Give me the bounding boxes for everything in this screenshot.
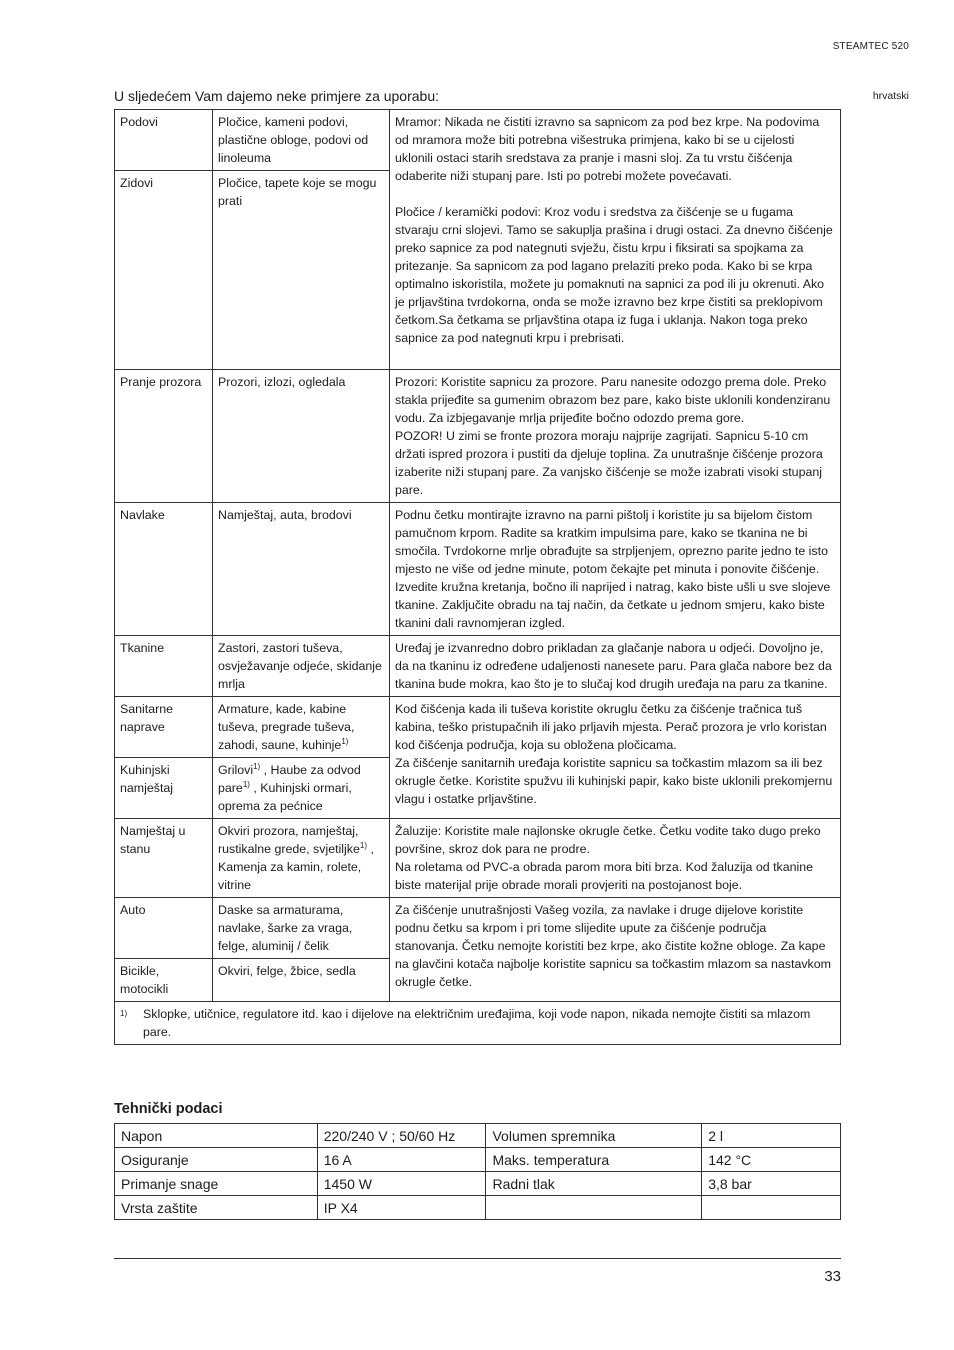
footnote-ref: 1): [341, 737, 349, 746]
tip-cell: [390, 110, 841, 370]
tip-cell: [390, 697, 841, 819]
tech-label: Volumen spremnika: [486, 1124, 702, 1148]
table-row: [115, 110, 841, 171]
items-cell: Daske sa armaturama, navlake, šarke za vraga, felge, aluminij / čelik: [213, 898, 390, 959]
tip-paragraph: Prozori: Koristite sapnicu za prozore. Paru nanesite odozgo prema dole. Preko stakla prijeđite sa gumenim obrazom bez pare, kako biste uklonili kondenziranu vodu. Za izbjegavanje mrlja prijeđite bočno odozdo prema gore.: [395, 375, 831, 425]
area-cell: Kuhinjski namještaj: [115, 758, 213, 819]
items-cell: Prozori, izlozi, ogledala: [213, 370, 390, 503]
tech-label: Vrsta zaštite: [115, 1196, 318, 1220]
tech-value: 220/240 V ; 50/60 Hz: [317, 1124, 486, 1148]
tech-label: Primanje snage: [115, 1172, 318, 1196]
footnote-row: [115, 1002, 841, 1045]
items-cell: [213, 758, 390, 819]
tech-label: Osiguranje: [115, 1148, 318, 1172]
tip-paragraph: POZOR! U zimi se fronte prozora moraju najprije zagrijati. Sapnicu 5-10 cm držati ispred prozora i pustiti da djeluje toplina. Za unutrašnje čišćenje prozora izaberite niži stupanj pare. Za vanjsko čišćenje se može izabrati visoki stupanj pare.: [395, 429, 823, 497]
tech-value: 2 l: [702, 1124, 841, 1148]
area-cell: Tkanine: [115, 636, 213, 697]
table-row: [115, 636, 841, 697]
tech-label: Napon: [115, 1124, 318, 1148]
items-text: Grilovi: [218, 763, 254, 777]
footer-divider: [114, 1258, 841, 1259]
tip-paragraph: Kod čišćenja kada ili tuševa koristite okruglu četku za čišćenje tračnica tuš kabina, teško pristupačnih ili jako prljavih mjesta. Perač prozora je vrlo koristan kod čišćenja područja, koja su obložena pločicama.: [395, 702, 827, 752]
header-model: STEAMTEC 520: [832, 41, 909, 52]
tip-paragraph: Za čišćenje sanitarnih uređaja koristite sapnicu sa točkastim mlazom sa ili bez okrugle četke. Koristite spužvu ili kuhinjski papir, kako biste uklonili prekomjernu vlagu i ostatke prljavštine.: [395, 756, 833, 806]
area-cell: Sanitarne naprave: [115, 697, 213, 758]
table-row: [115, 370, 841, 503]
tech-label: Radni tlak: [486, 1172, 702, 1196]
area-cell: Bicikle, motocikli: [115, 959, 213, 1002]
items-text: , Haube za odvod pare: [218, 763, 361, 795]
table-row: [115, 1124, 841, 1148]
items-cell: [213, 819, 390, 898]
tip-cell: Uređaj je izvanredno dobro prikladan za glačanje nabora u odjeći. Dovoljno je, da na tkaninu iz određene udaljenosti nanesete paru. Para glača nabore bez da tkanina bude mokra, kao što je to slučaj kod drugih uređaja na paru za tkanine.: [390, 636, 841, 697]
table-row: [115, 1148, 841, 1172]
items-text: Armature, kade, kabine tuševa, pregrade tuševa, zahodi, saune, kuhinje: [218, 702, 355, 752]
tip-cell: [390, 819, 841, 898]
footnote-mark: 1): [120, 1009, 128, 1018]
table-row: [115, 503, 841, 636]
table-row: [115, 898, 841, 959]
items-cell: Pločice, tapete koje se mogu prati: [213, 171, 390, 370]
items-cell: Namještaj, auta, brodovi: [213, 503, 390, 636]
area-cell: Podovi: [115, 110, 213, 171]
tech-title: Tehnički podaci: [114, 1101, 223, 1117]
table-row: [115, 1196, 841, 1220]
tech-table: [114, 1123, 841, 1220]
tip-cell: [390, 370, 841, 503]
items-cell: Pločice, kameni podovi, plastične obloge, podovi od linoleuma: [213, 110, 390, 171]
tip-cell: Podnu četku montirajte izravno na parni pištolj i koristite ju sa bijelom čistom pamučnom krpom. Radite sa kratkim impulsima pare, kako se tkanina ne bi smočila. Tvrdokorne mrlje obrađujte sa strpljenjem, oprezno parite jedno te isto mjesto ne više od jedne minute, potom čekajte pet minuta i ponovite čišćenje. Izvedite kružna kretanja, bočno ili naprijed i natrag, kako biste ušli u sve slojeve tkanine. Zaključite obradu na taj način, da četkate u jednom smjeru, kako biste tkanini dali ravnomjeran izgled.: [390, 503, 841, 636]
table-row: [115, 819, 841, 898]
area-cell: Navlake: [115, 503, 213, 636]
table-row: [115, 1172, 841, 1196]
tech-label: Maks. temperatura: [486, 1148, 702, 1172]
intro-text: U sljedećem Vam dajemo neke primjere za uporabu:: [114, 88, 440, 104]
tip-paragraph: Mramor: Nikada ne čistiti izravno sa sapnicom za pod bez krpe. Na podovima od mramora može biti potrebna višestruka primjena, kako bi se u cijelosti uklonili ostaci starih sredstava za pranje i masni sloj. Za tu vrstu čišćenja odaberite niži stupanj pare. Isti po potrebi možete povećavati.: [395, 115, 820, 183]
items-cell: Okviri, felge, žbice, sedla: [213, 959, 390, 1002]
tech-value: 16 A: [317, 1148, 486, 1172]
items-text: Okviri prozora, namještaj, rustikalne grede, svjetiljke: [218, 824, 360, 856]
footnote-cell: [115, 1002, 841, 1045]
tip-paragraph: Pločice / keramički podovi: Kroz vodu i sredstva za čišćenje se u fugama stvaraju crni slojevi. Tamo se sakuplja prašina i drugi ostaci. Za dnevno čišćenje preko sapnice za pod nategnuti svježu, čistu krpu i fiksirati sa spojkama za pritezanje. Sa sapnicom za pod lagano prelaziti preko poda. Kako bi se krpa optimalno iskoristila, možete ju pomaknuti na sapnici za pod ili ju okrenuti. Ako je prljavština tvrdokorna, onda se može izravno bez krpe čistiti sa preklopivom četkom.Sa četkama se prljavština otapa iz fuga i uklanja. Nakon toga preko sapnice za pod nategnuti krpu i prebrisati.: [395, 205, 833, 345]
tech-label: [486, 1196, 702, 1220]
footnote-ref: 1): [242, 780, 250, 789]
footnote-ref: 1): [253, 762, 261, 771]
footnote-text: Sklopke, utičnice, regulatore itd. kao i dijelove na električnim uređajima, koji vode napon, nikada nemojte čistiti sa mlazom pare.: [143, 1007, 811, 1039]
tech-value: [702, 1196, 841, 1220]
tech-value: IP X4: [317, 1196, 486, 1220]
header-language: hrvatski: [872, 90, 909, 102]
area-cell: Pranje prozora: [115, 370, 213, 503]
table-row: [115, 697, 841, 758]
page-number: 33: [824, 1268, 841, 1285]
items-cell: [213, 697, 390, 758]
tech-value: 1450 W: [317, 1172, 486, 1196]
area-cell: Zidovi: [115, 171, 213, 370]
tip-paragraph: Žaluzije: Koristite male najlonske okrugle četke. Četku vodite tako dugo preko površine, skroz dok para ne prodre.: [395, 824, 821, 856]
area-cell: Auto: [115, 898, 213, 959]
tip-cell: Za čišćenje unutrašnjosti Vašeg vozila, za navlake i druge dijelove koristite podnu četku sa krpom i pri tome slijedite upute za čišćenje područja stanovanja. Četku nemojte koristiti bez krpe, ako čistite kožne obloge. Za kape na glavčini kotača najbolje koristite sapnicu sa točkastim mlazom sa nastavkom okrugle četke.: [390, 898, 841, 1002]
usage-table: [114, 109, 841, 1045]
tech-value: 3,8 bar: [702, 1172, 841, 1196]
area-cell: Namještaj u stanu: [115, 819, 213, 898]
items-text: , Kuhinjski ormari, oprema za pećnice: [218, 781, 352, 813]
footnote-ref: 1): [359, 841, 367, 850]
tip-paragraph: Na roletama od PVC-a obrada parom mora biti brza. Kod žaluzija od tkanine biste materijal prije obrade morali provjeriti na postojanost boje.: [395, 860, 814, 892]
tech-value: 142 °C: [702, 1148, 841, 1172]
items-text: , Kamenja za kamin, rolete, vitrine: [218, 842, 374, 892]
items-cell: Zastori, zastori tuševa, osvježavanje odjeće, skidanje mrlja: [213, 636, 390, 697]
